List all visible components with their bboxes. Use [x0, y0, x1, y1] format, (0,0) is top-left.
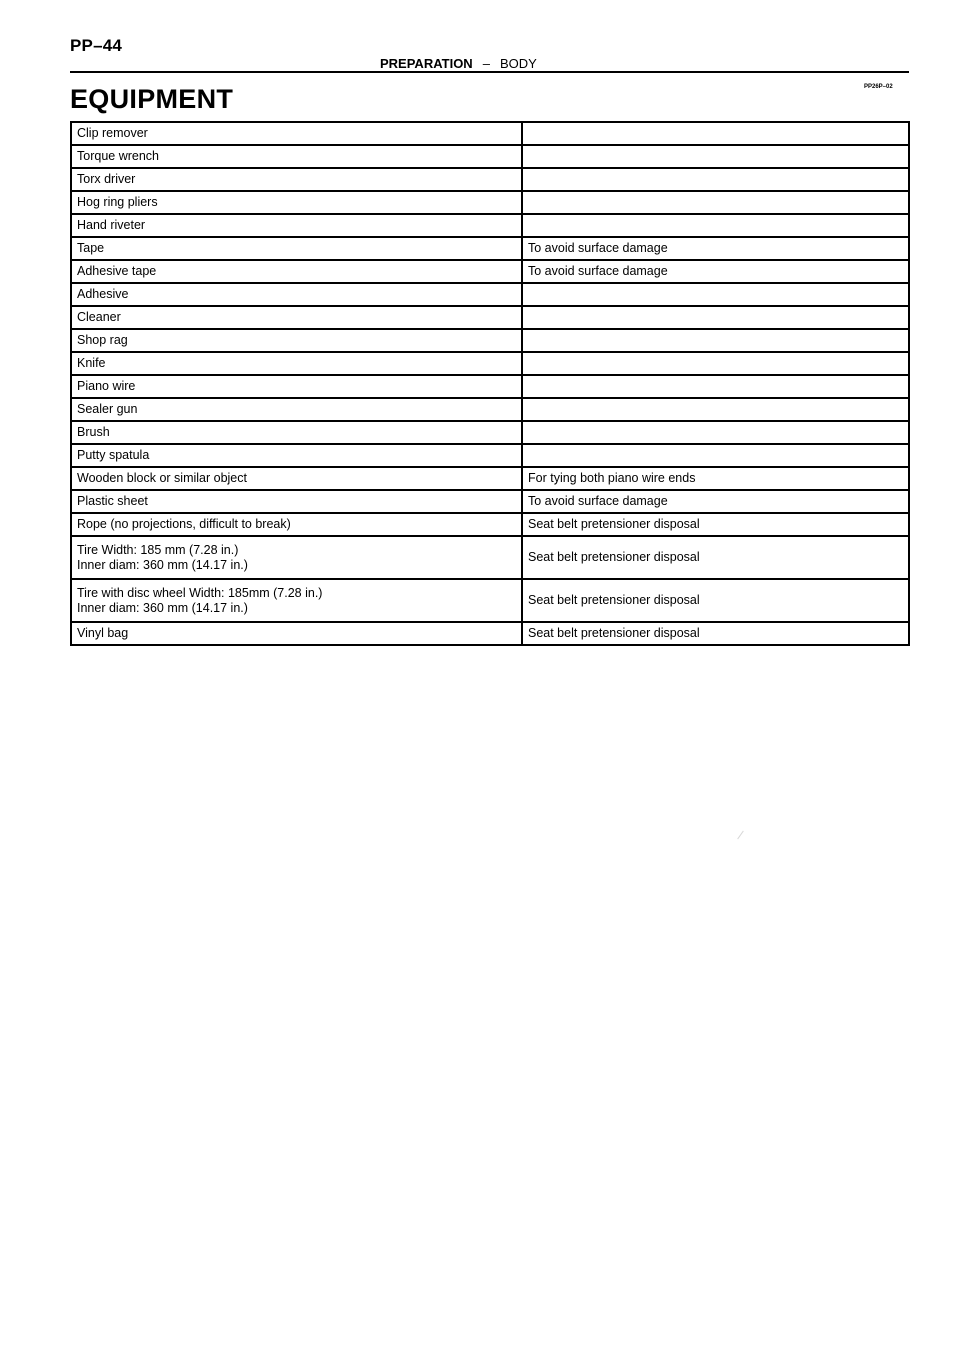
equipment-item-cell — [71, 579, 522, 622]
equipment-item: Tire with disc wheel Width: 185mm (7.28 in.) — [77, 585, 323, 600]
table-row — [71, 214, 909, 237]
equipment-note: To avoid surface damage — [522, 260, 909, 283]
equipment-item: Sealer gun — [71, 398, 522, 421]
equipment-note — [522, 283, 909, 306]
equipment-item: Putty spatula — [71, 444, 522, 467]
table-row — [71, 622, 909, 645]
equipment-note — [522, 191, 909, 214]
equipment-item: Vinyl bag — [71, 622, 522, 645]
document-code: PP26P–02 — [864, 84, 893, 90]
equipment-note — [522, 421, 909, 444]
running-header — [380, 56, 537, 71]
table-row — [71, 467, 909, 490]
equipment-note — [522, 214, 909, 237]
table-row — [71, 536, 909, 579]
equipment-item: Torque wrench — [71, 145, 522, 168]
equipment-note — [522, 352, 909, 375]
table-row — [71, 329, 909, 352]
table-row — [71, 260, 909, 283]
table-row — [71, 421, 909, 444]
table-row — [71, 579, 909, 622]
table-row — [71, 375, 909, 398]
page-number: PP–44 — [70, 36, 123, 55]
equipment-note — [522, 168, 909, 191]
table-row — [71, 490, 909, 513]
table-row — [71, 283, 909, 306]
equipment-note — [522, 145, 909, 168]
table-row — [71, 352, 909, 375]
header-rule — [70, 71, 909, 73]
header-dash: – — [482, 56, 490, 71]
equipment-item: Tire Width: 185 mm (7.28 in.) — [77, 542, 239, 557]
table-row — [71, 237, 909, 260]
equipment-note — [522, 375, 909, 398]
subsection-name: BODY — [499, 56, 537, 71]
equipment-note: Seat belt pretensioner disposal — [522, 513, 909, 536]
equipment-note: Seat belt pretensioner disposal — [522, 536, 909, 579]
equipment-item: Cleaner — [71, 306, 522, 329]
table-row — [71, 145, 909, 168]
equipment-item: Wooden block or similar object — [71, 467, 522, 490]
page-title: EQUIPMENT — [70, 84, 234, 114]
equipment-item: Torx driver — [71, 168, 522, 191]
equipment-note: Seat belt pretensioner disposal — [522, 622, 909, 645]
equipment-item: Adhesive tape — [71, 260, 522, 283]
equipment-note — [522, 122, 909, 145]
equipment-note — [522, 444, 909, 467]
equipment-item: Tape — [71, 237, 522, 260]
equipment-table — [70, 121, 910, 646]
table-row — [71, 306, 909, 329]
equipment-note: Seat belt pretensioner disposal — [522, 579, 909, 622]
table-row — [71, 513, 909, 536]
equipment-note: To avoid surface damage — [522, 490, 909, 513]
equipment-item: Adhesive — [71, 283, 522, 306]
equipment-item-line2: Inner diam: 360 mm (14.17 in.) — [77, 557, 248, 572]
table-row — [71, 191, 909, 214]
equipment-item: Hand riveter — [71, 214, 522, 237]
equipment-item: Hog ring pliers — [71, 191, 522, 214]
equipment-item: Rope (no projections, difficult to break) — [71, 513, 522, 536]
section-name: PREPARATION — [380, 56, 473, 71]
equipment-item-line2: Inner diam: 360 mm (14.17 in.) — [77, 600, 248, 615]
table-row — [71, 168, 909, 191]
table-row — [71, 444, 909, 467]
scan-mark — [737, 831, 744, 840]
equipment-item: Brush — [71, 421, 522, 444]
equipment-item: Plastic sheet — [71, 490, 522, 513]
equipment-note — [522, 306, 909, 329]
equipment-item-cell — [71, 536, 522, 579]
table-row — [71, 122, 909, 145]
table-row — [71, 398, 909, 421]
equipment-note: To avoid surface damage — [522, 237, 909, 260]
equipment-note: For tying both piano wire ends — [522, 467, 909, 490]
equipment-note — [522, 398, 909, 421]
equipment-item: Piano wire — [71, 375, 522, 398]
equipment-note — [522, 329, 909, 352]
equipment-item: Clip remover — [71, 122, 522, 145]
equipment-item: Shop rag — [71, 329, 522, 352]
equipment-item: Knife — [71, 352, 522, 375]
